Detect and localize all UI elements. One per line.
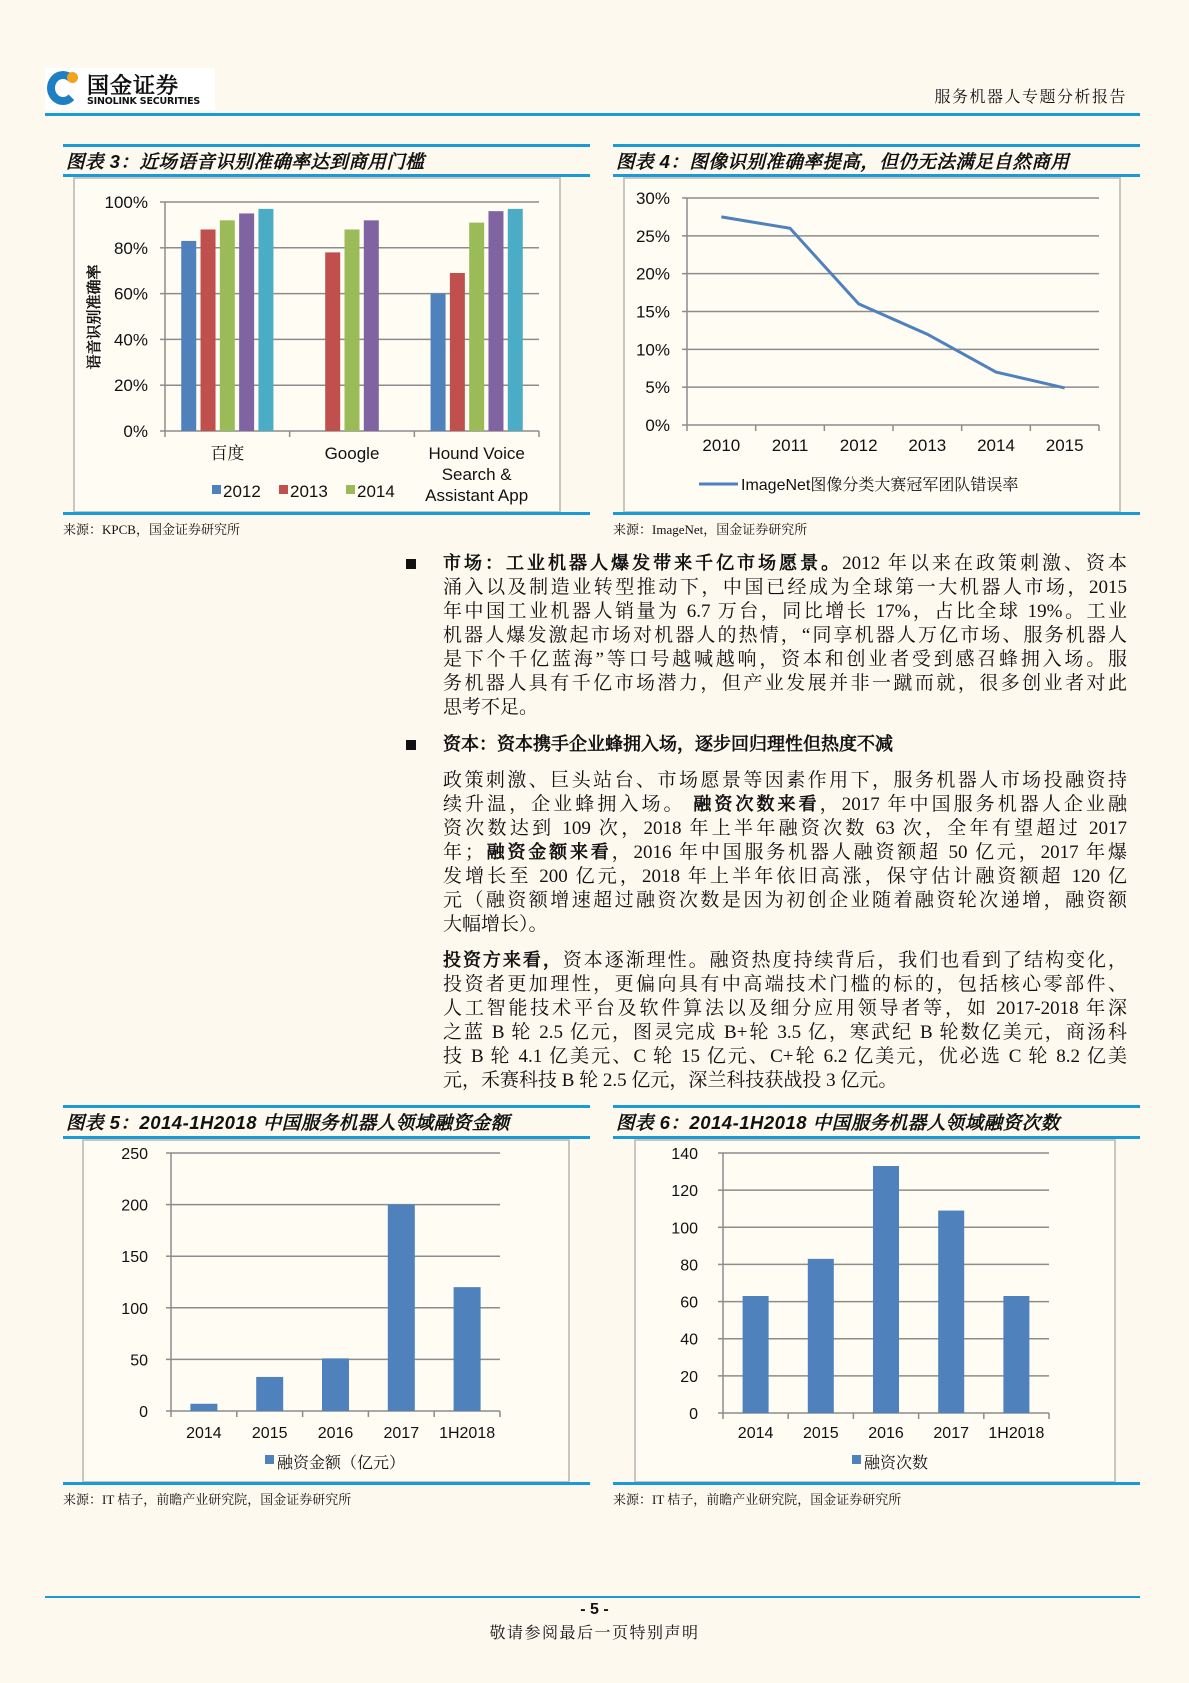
bar [938,1211,964,1413]
figure-3-title: 图表 3：近场语音识别准确率达到商用门槛 [66,151,425,172]
y-tick-label: 200 [121,1197,148,1215]
y-tick-label: 60 [680,1294,698,1312]
text-run: 资本逐渐理性。融资热度持续背后，我们也看到了结构变化， [562,950,1127,971]
text-run: ，2016 年中国服务机器人融资额超 50 亿元，2017 年爆 [611,842,1127,863]
legend-swatch [852,1455,861,1464]
paragraph-line [443,576,1127,600]
text-run: 元（融资额增速超过融资次数是因为初创企业随着融资轮次递增，融资额 [443,890,1127,911]
figure-4-title: 图表 4：图像识别准确率提高，但仍无法满足自然商用 [616,151,1070,172]
y-tick-label: 20% [635,264,670,284]
report-title: 服务机器人专题分析报告 [934,89,1127,106]
y-tick-label: 40% [113,330,148,350]
x-category-label: 1H2018 [988,1425,1045,1442]
text-run: 技 B 轮 4.1 亿美元、C 轮 15 亿元、C+轮 6.2 亿美元，优必选 C 轮 8.2 亿美 [443,1046,1127,1067]
y-tick-label: 0% [645,416,670,435]
x-category-label: Assistant App [425,486,529,505]
y-tick-label: 0 [689,1406,698,1423]
paragraph-line [443,793,1127,817]
paragraph-line [443,865,1127,889]
paragraph-line [443,949,1127,973]
y-tick-label: 150 [121,1249,148,1267]
x-category-label: Search & [441,465,512,484]
text-run: 投资者更加理性，更偏向具有中高端技术门槛的标的，包括核心零部件、 [443,974,1127,995]
figure-4-source: 来源：ImageNet，国金证券研究所 [613,522,808,537]
bold-lead-text: 融资金额来看 [483,842,612,863]
bar [808,1259,834,1413]
x-category-label: 2014 [977,436,1015,455]
x-category-label: 2015 [803,1425,839,1442]
paragraph-line [443,696,1127,720]
bar [488,211,503,431]
bar [450,273,465,431]
x-category-label: Hound Voice [428,444,525,463]
x-category-label: 2016 [868,1425,904,1442]
series-line [721,217,1064,388]
y-tick-label: 15% [635,302,670,322]
footer-disclaimer: 敬请参阅最后一页特别声明 [489,1625,700,1642]
bar [469,223,484,431]
x-category-label: 2016 [317,1425,354,1442]
legend-label: 2013 [290,482,328,501]
text-run: 涌入以及制造业转型推动下，中国已经成为全球第一大机器人市场，2015 [443,577,1127,598]
x-category-label: 2013 [908,436,947,455]
text-run: 之蓝 B 轮 2.5 亿元，图灵完成 B+轮 3.5 亿，寒武纪 B 轮数亿美元，商汤科 [443,1022,1127,1043]
y-tick-label: 250 [121,1146,148,1163]
paragraph-line [443,769,1127,793]
figure-5-source: 来源：IT 桔子，前瞻产业研究院，国金证券研究所 [63,1492,352,1507]
legend-swatch [212,485,221,494]
bar [190,1404,217,1411]
text-run: 资次数达到 109 次，2018 年上半年融资次数 63 次，全年有望超过 2017 [443,818,1127,839]
paragraph-line [443,624,1127,648]
text-run: 人工智能技术平台及软件算法以及细分应用领导者等，如 2017-2018 年深 [443,998,1127,1019]
y-tick-label: 80 [680,1257,698,1275]
x-category-label: 百度 [210,444,245,463]
page-number: - 5 - [580,1601,609,1618]
x-category-label: 2014 [186,1425,222,1442]
bar [322,1358,349,1411]
bar [743,1296,769,1413]
y-tick-label: 0 [139,1404,148,1421]
legend-swatch [265,1455,274,1464]
paragraph-line [443,672,1127,696]
y-tick-label: 100% [104,193,148,212]
footer-divider [45,1596,1140,1598]
paragraph-line [443,733,1127,757]
y-tick-label: 100 [671,1220,698,1238]
bold-lead-text: 资本：资本携手企业蜂拥入场，逐步回归理性但热度不减 [443,734,893,755]
paragraph-line [443,552,1127,576]
text-run: 大幅增长）。 [443,914,548,935]
text-run: 务机器人具有千亿市场潜力，但产业发展并非一蹴而就，很多创业者对此 [443,673,1127,694]
y-tick-label: 60% [113,284,148,304]
x-category-label: 1H2018 [439,1425,496,1442]
bar [364,220,379,431]
paragraph-line [443,817,1127,841]
bar [256,1377,283,1411]
text-run: 年中国工业机器人销量为 6.7 万台，同比增长 17%，占比全球 19%。工业 [443,601,1127,622]
y-tick-label: 80% [113,238,148,258]
y-tick-label: 120 [671,1183,698,1201]
y-tick-label: 20 [680,1368,698,1386]
x-category-label: 2012 [839,436,878,455]
x-category-label: 2010 [702,436,741,455]
x-category-label: 2017 [933,1425,969,1442]
bar [181,241,196,431]
figure-3-source: 来源：KPCB，国金证券研究所 [63,522,240,537]
paragraph-line [443,1069,1127,1093]
bar [873,1166,899,1413]
paragraph-line [443,648,1127,672]
paragraph-line [443,889,1127,913]
logo-name-cn: 国金证券 [87,74,180,99]
legend-label: 2012 [223,482,261,501]
y-tick-label: 140 [671,1146,698,1163]
bar [388,1205,415,1411]
bar [239,213,254,431]
figure-6-title: 图表 6：2014-1H2018 中国服务机器人领域融资次数 [616,1112,1060,1133]
y-tick-label: 100 [121,1300,148,1318]
bold-lead-text: 市场：工业机器人爆发带来千亿市场愿景。 [443,553,843,574]
text-run: 元，禾赛科技 B 轮 2.5 亿元，深兰科技获战投 3 亿元。 [443,1070,898,1091]
bar [345,229,360,431]
figure-6-source: 来源：IT 桔子，前瞻产业研究院，国金证券研究所 [613,1492,902,1507]
y-tick-label: 40 [680,1331,698,1349]
paragraph-line [443,1045,1127,1069]
bullet-icon [406,740,416,750]
paragraph-line [443,841,1127,865]
logo-name-en: SINOLINK SECURITIES [87,96,201,107]
legend-swatch [279,485,288,494]
y-tick-label: 50 [130,1352,148,1370]
legend-swatch [346,485,355,494]
bar [325,252,340,431]
text-run: 是下个千亿蓝海”等口号越喊越响，资本和创业者受到感召蜂拥入场。服 [443,649,1127,670]
y-axis-title: 语音识别准确率 [86,264,103,370]
text-run: 思考不足。 [443,697,539,718]
y-tick-label: 0% [123,422,148,441]
legend-label: 融资次数 [864,1455,929,1472]
y-tick-label: 25% [635,226,670,246]
text-run: 2012 年以来在政策刺激、资本 [842,553,1127,574]
text-run: 机器人爆发激起市场对机器人的热情，“同享机器人万亿市场、服务机器人 [443,625,1127,646]
bold-lead-text: 投资方来看， [443,950,563,971]
bullet-icon [406,559,416,569]
bar [454,1287,481,1411]
bar [220,220,235,431]
y-tick-label: 30% [635,189,670,208]
x-category-label: 2015 [251,1425,288,1442]
bar [508,209,523,431]
bar [1003,1296,1029,1413]
bar [431,294,446,431]
paragraph-line [443,973,1127,997]
paragraph-line [443,600,1127,624]
text-run: 续升温，企业蜂拥入场。 [443,794,694,815]
bold-lead-text: 融资次数来看 [693,794,820,815]
text-run: ，2017 年中国服务机器人企业融 [819,794,1127,815]
legend-label: ImageNet图像分类大赛冠军团队错误率 [741,477,1019,494]
paragraph-line [443,997,1127,1021]
x-category-label: 2017 [383,1425,420,1442]
y-tick-label: 5% [645,378,670,398]
y-tick-label: 10% [635,340,670,360]
paragraph-line [443,1021,1127,1045]
paragraph-line [443,913,1127,937]
x-category-label: 2011 [771,436,809,455]
text-run: 年； [443,842,484,863]
legend-label: 2014 [357,482,395,501]
x-category-label: 2015 [1045,436,1084,455]
y-tick-label: 20% [113,376,148,396]
text-run: 发增长至 200 亿元，2018 年上半年依旧高涨，保守估计融资额超 120 亿 [443,866,1127,887]
text-run: 政策刺激、巨头站台、市场愿景等因素作用下，服务机器人市场投融资持 [443,770,1127,791]
figure-5-title: 图表 5：2014-1H2018 中国服务机器人领域融资金额 [66,1112,510,1133]
bar [258,209,273,431]
bar [201,229,216,431]
legend-label: 融资金额（亿元） [277,1455,406,1472]
x-category-label: Google [324,444,380,463]
x-category-label: 2014 [737,1425,774,1442]
